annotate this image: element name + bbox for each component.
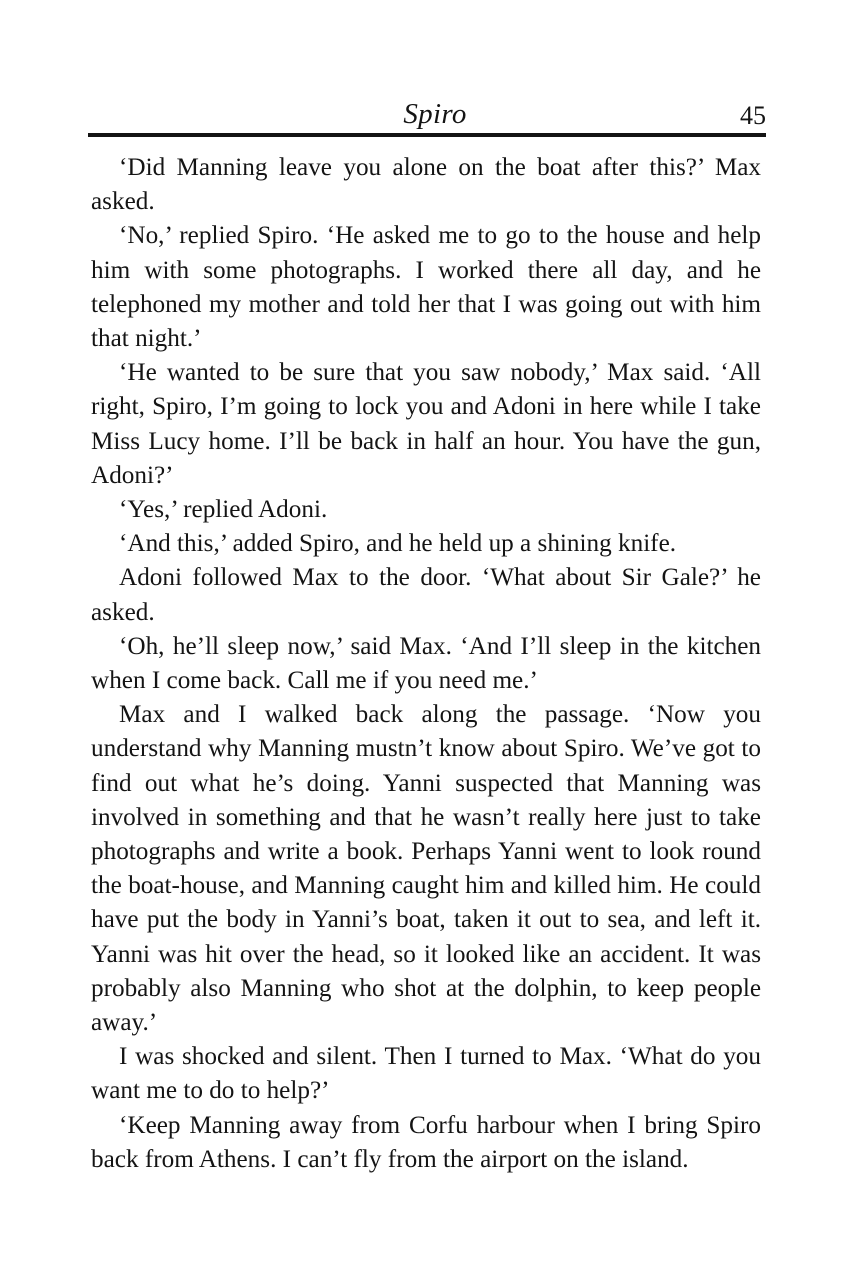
paragraph: ‘No,’ replied Spiro. ‘He asked me to go to the house and help him with some photographs. I worked there all day, and he telephoned my mother and told her that I was going out with him that night.’ xyxy=(91,222,761,353)
paragraph: I was shocked and silent. Then I turned to Max. ‘What do you want me to do to help?’ xyxy=(91,1043,761,1105)
paragraph: ‘Did Manning leave you alone on the boat after this?’ Max asked. xyxy=(91,154,761,216)
chapter-title: Spiro xyxy=(403,98,467,130)
header-rule xyxy=(88,133,766,137)
paragraph: ‘Yes,’ replied Adoni. xyxy=(119,496,328,524)
body-text xyxy=(91,151,761,1177)
paragraph: Max and I walked back along the passage. ‘Now you understand why Manning mustn’t know about Spiro. We’ve got to find out what he’s doing. Yanni suspected that Manning was involved in something and that he wasn’t really here just to take photographs and write a book. Perhaps Yanni went to look round the boat-house, and Manning caught him and killed him. He could have put the body in Yanni’s boat, taken it out to sea, and left it. Yanni was hit over the head, so it looked like an accident. It was probably also Manning who shot at the dolphin, to keep people away.’ xyxy=(91,701,761,1037)
paragraph: ‘And this,’ added Spiro, and he held up a shining knife. xyxy=(119,530,677,558)
paragraph: ‘He wanted to be sure that you saw nobody,’ Max said. ‘All right, Spiro, I’m going to lock you and Adoni in here while I take Miss Lucy home. I’ll be back in half an hour. You have the gun, Adoni?’ xyxy=(91,359,761,489)
page-number: 45 xyxy=(740,101,766,130)
paragraph: Adoni followed Max to the door. ‘What about Sir Gale?’ he asked. xyxy=(91,564,761,626)
running-head xyxy=(90,92,766,136)
paragraph: ‘Keep Manning away from Corfu harbour when I bring Spiro back from Athens. I can’t fly from the airport on the island. xyxy=(91,1111,761,1173)
paragraph: ‘Oh, he’ll sleep now,’ said Max. ‘And I’ll sleep in the kitchen when I come back. Call me if you need me.’ xyxy=(91,632,761,695)
